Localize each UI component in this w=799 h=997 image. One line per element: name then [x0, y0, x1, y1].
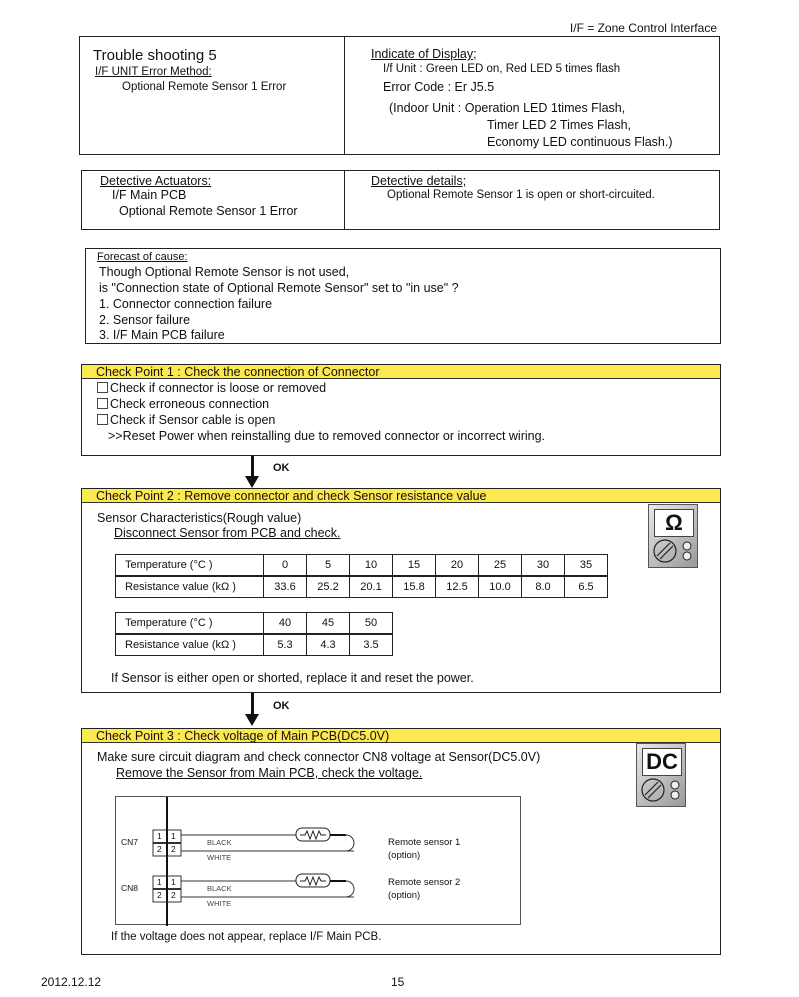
page-title: Trouble shooting 5 — [93, 47, 217, 64]
temp-cell: 25 — [479, 555, 522, 577]
pin-label: 1 — [171, 831, 176, 841]
reset-note: >>Reset Power when reinstalling due to removed connector or incorrect wiring. — [108, 429, 546, 443]
forecast-line: is "Connection state of Optional Remote Sensor" set to "in use" ? — [99, 281, 459, 295]
remote-sensor-2-label: Remote sensor 2 — [388, 877, 461, 888]
trouble-shooting-box — [79, 36, 720, 155]
actuator-item: Optional Remote Sensor 1 Error — [119, 204, 298, 218]
checkbox-icon[interactable] — [97, 398, 108, 409]
remote-sensor-1-label: Remote sensor 1 — [388, 837, 461, 848]
sensor-characteristics: Sensor Characteristics(Rough value) — [97, 511, 302, 525]
temp-cell: 40 — [264, 613, 307, 635]
resistance-cell: 33.6 — [264, 576, 307, 598]
temperature-label: Temperature (°C ) — [116, 555, 264, 577]
resistance-table-2 — [115, 612, 393, 656]
resistance-cell: 6.5 — [565, 576, 608, 598]
pin-label: 1 — [171, 877, 176, 887]
wire-white-label: WHITE — [207, 853, 232, 862]
checklist-item[interactable]: Check erroneous connection — [97, 397, 269, 411]
temp-cell: 30 — [522, 555, 565, 577]
pin-label: 2 — [171, 890, 176, 900]
footer-date: 2012.12.12 — [41, 975, 102, 989]
wire-white-label: WHITE — [207, 899, 232, 908]
forecast-line: 2. Sensor failure — [99, 313, 191, 327]
cn7-label: CN7 — [121, 837, 139, 847]
meter-dial-icon — [652, 537, 696, 565]
meter-symbol: DC — [642, 748, 682, 776]
pin-label: 2 — [171, 844, 176, 854]
meter-symbol: Ω — [654, 509, 694, 537]
resistance-cell: 20.1 — [350, 576, 393, 598]
resistance-cell: 25.2 — [307, 576, 350, 598]
forecast-box — [85, 248, 721, 344]
temp-cell: 15 — [393, 555, 436, 577]
temp-cell: 20 — [436, 555, 479, 577]
resistance-cell: 3.5 — [350, 634, 393, 656]
divider — [344, 171, 345, 229]
resistance-cell: 10.0 — [479, 576, 522, 598]
checklist-item[interactable]: Check if connector is loose or removed — [97, 381, 326, 395]
wire-black-label: BLACK — [207, 838, 232, 847]
method-label: I/F UNIT Error Method: — [95, 66, 212, 78]
option-label: (option) — [388, 850, 421, 861]
check-point-2-header: Check Point 2 : Remove connector and check Sensor resistance value — [82, 489, 720, 503]
indoor-unit-line-1: (Indoor Unit : Operation LED 1times Flash, — [389, 101, 626, 115]
ohmmeter-icon — [648, 504, 698, 568]
method-value: Optional Remote Sensor 1 Error — [122, 81, 287, 93]
voltage-footer: If the voltage does not appear, replace I/F Main PCB. — [111, 931, 382, 943]
pin-label: 1 — [157, 831, 162, 841]
ok-label: OK — [273, 700, 290, 712]
dc-voltmeter-icon — [636, 743, 686, 807]
resistance-cell: 4.3 — [307, 634, 350, 656]
pin-label: 2 — [157, 890, 162, 900]
temp-cell: 35 — [565, 555, 608, 577]
forecast-label: Forecast of cause: — [97, 251, 188, 263]
header-note: I/F = Zone Control Interface — [569, 21, 717, 35]
temp-cell: 45 — [307, 613, 350, 635]
remove-sensor-instruction: Remove the Sensor from Main PCB, check the voltage. — [116, 766, 423, 780]
divider — [344, 37, 345, 154]
temperature-label: Temperature (°C ) — [116, 613, 264, 635]
check-point-3 — [81, 728, 721, 955]
page-number: 15 — [391, 975, 405, 989]
check-point-3-header: Check Point 3 : Check voltage of Main PCB(DC5.0V) — [82, 729, 720, 743]
resistance-label: Resistance value (kΩ ) — [116, 576, 264, 598]
temp-cell: 10 — [350, 555, 393, 577]
forecast-line: Though Optional Remote Sensor is not used, — [99, 265, 350, 279]
check-point-1-header: Check Point 1 : Check the connection of Connector — [82, 365, 720, 379]
details-label: Detective details; — [371, 174, 467, 188]
option-label: (option) — [388, 890, 421, 901]
temp-cell: 0 — [264, 555, 307, 577]
details-text: Optional Remote Sensor 1 is open or short-circuited. — [387, 189, 655, 201]
detective-box — [81, 170, 720, 230]
wire-black-label: BLACK — [207, 884, 232, 893]
resistance-cell: 15.8 — [393, 576, 436, 598]
display-label: Indicate of Display; — [371, 47, 477, 61]
cn8-label: CN8 — [121, 883, 139, 893]
if-unit-text: I/f Unit : Green LED on, Red LED 5 times flash — [383, 63, 621, 75]
sensor-footer: If Sensor is either open or shorted, replace it and reset the power. — [111, 671, 474, 685]
resistance-label: Resistance value (kΩ ) — [116, 634, 264, 656]
meter-dial-icon — [640, 776, 684, 804]
error-code: Error Code : Er J5.5 — [383, 80, 495, 94]
indoor-unit-line-3: Economy LED continuous Flash.) — [487, 135, 673, 149]
temp-cell: 50 — [350, 613, 393, 635]
checkbox-icon[interactable] — [97, 382, 108, 393]
actuator-item: I/F Main PCB — [112, 188, 187, 202]
check-point-1 — [81, 364, 721, 456]
forecast-line: 1. Connector connection failure — [99, 297, 273, 311]
check-point-2 — [81, 488, 721, 693]
resistance-table-1 — [115, 554, 608, 598]
resistance-cell: 8.0 — [522, 576, 565, 598]
checklist-item[interactable]: Check if Sensor cable is open — [97, 413, 275, 427]
ok-label: OK — [273, 462, 290, 474]
circuit-instruction: Make sure circuit diagram and check connector CN8 voltage at Sensor(DC5.0V) — [97, 750, 541, 764]
resistance-cell: 5.3 — [264, 634, 307, 656]
forecast-line: 3. I/F Main PCB failure — [99, 328, 225, 342]
circuit-diagram — [115, 796, 521, 925]
actuators-label: Detective Actuators: — [100, 174, 212, 188]
pin-label: 2 — [157, 844, 162, 854]
indoor-unit-line-2: Timer LED 2 Times Flash, — [487, 118, 632, 132]
pin-label: 1 — [157, 877, 162, 887]
resistance-cell: 12.5 — [436, 576, 479, 598]
wiring-lines — [116, 797, 522, 926]
temp-cell: 5 — [307, 555, 350, 577]
checkbox-icon[interactable] — [97, 414, 108, 425]
disconnect-instruction: Disconnect Sensor from PCB and check. — [114, 526, 341, 540]
